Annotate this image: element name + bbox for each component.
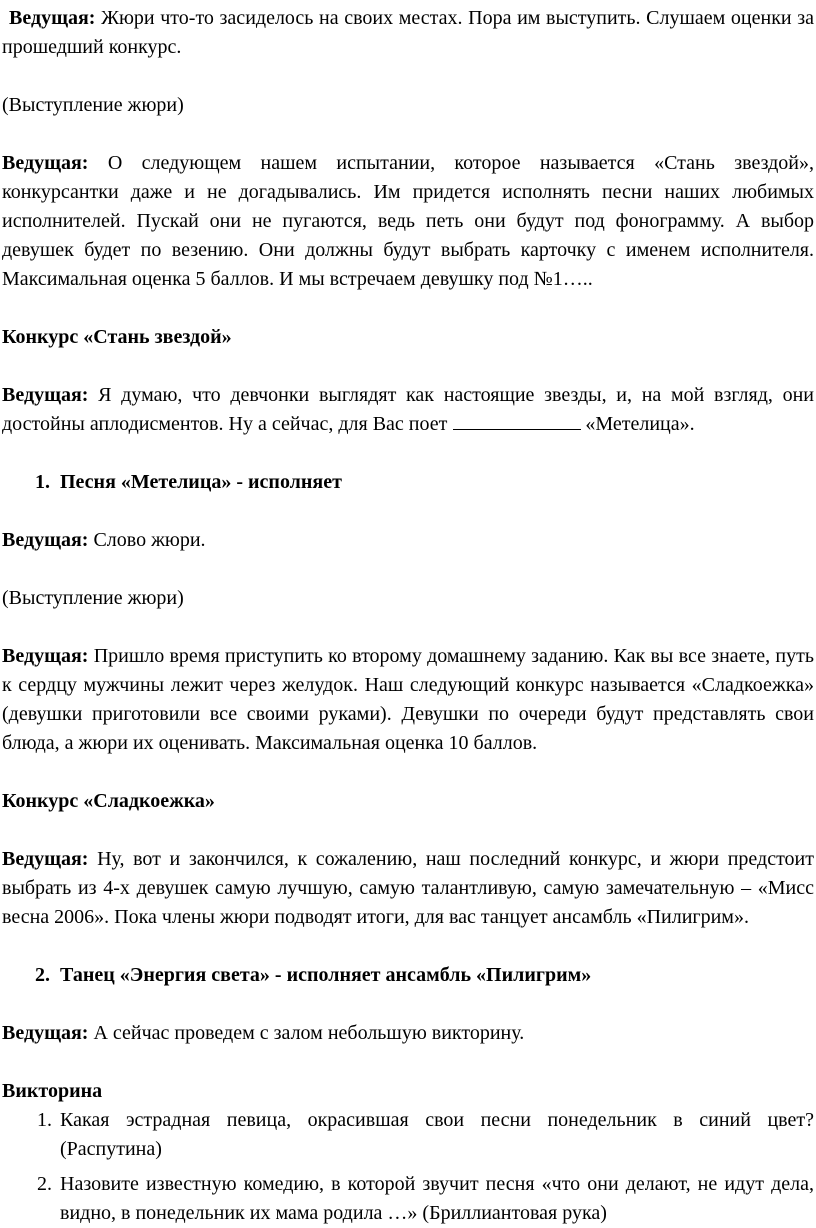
- item-text: Песня «Метелица» - исполняет: [60, 471, 342, 493]
- paragraph-jury-word: [2, 526, 814, 555]
- paragraph-text: Ну, вот и закончился, к сожалению, наш последний конкурс, и жюри предстоит выбрать из 4-х девушек самую лучшую, самую талантливую, самую замечательную – «Мисс весна 2006». Пока члены жюри подводят итоги, для вас танцует ансамбль «Пилигрим».: [2, 848, 815, 928]
- item-text: Танец «Энергия света» - исполняет ансамбль «Пилигрим»: [60, 964, 592, 986]
- blank-line: [453, 411, 581, 430]
- paragraph-star-contest-intro: [2, 149, 814, 294]
- item-number: 1.: [35, 471, 50, 493]
- paragraph-jury-intro: [2, 4, 814, 62]
- paragraph-text: А сейчас проведем с залом небольшую викторину.: [93, 1022, 525, 1044]
- jury-performance-note: (Выступление жюри): [2, 587, 184, 609]
- speaker-label: Ведущая:: [2, 384, 89, 406]
- quiz-item-text: Какая эстрадная певица, окрасившая свои песни понедельник в синий цвет? (Распутина): [60, 1109, 814, 1160]
- numbered-item-song: [2, 468, 814, 497]
- paragraph-text: Я думаю, что девчонки выглядят как настоящие звезды, и, на мой взгляд, они достойны аплодисментов. Ну а сейчас, для Вас поет: [2, 384, 814, 435]
- heading-star-contest: Конкурс «Стань звездой»: [2, 326, 232, 348]
- speaker-label: Ведущая:: [9, 7, 96, 29]
- speaker-label: Ведущая:: [2, 848, 89, 870]
- quiz-list: [2, 1106, 814, 1228]
- paragraph-star-performance: [2, 381, 814, 439]
- heading-sweet-contest: Конкурс «Сладкоежка»: [2, 790, 215, 812]
- speaker-label: Ведущая:: [2, 529, 89, 551]
- speaker-label: Ведущая:: [2, 1022, 89, 1044]
- jury-performance-note: (Выступление жюри): [2, 94, 184, 116]
- numbered-item-dance: [2, 961, 814, 990]
- speaker-label: Ведущая:: [2, 645, 89, 667]
- quiz-item-text: Назовите известную комедию, в которой звучит песня «что они делают, не идут дела, видно, в понедельник их мама родила …» (Бриллиантовая рука): [60, 1173, 814, 1224]
- paragraph-text-end: «Метелица».: [585, 413, 695, 435]
- speaker-label: Ведущая:: [2, 152, 89, 174]
- paragraph-quiz-intro: [2, 1019, 814, 1048]
- paragraph-text: Слово жюри.: [93, 529, 206, 551]
- paragraph-text: Жюри что-то засиделось на своих местах. Пора им выступить. Слушаем оценки за прошедший конкурс.: [2, 7, 815, 58]
- quiz-item: [2, 1106, 814, 1164]
- paragraph-final-contest: [2, 845, 814, 932]
- paragraph-text: Пришло время приступить ко второму домашнему заданию. Как вы все знаете, путь к сердцу мужчины лежит через желудок. Наш следующий конкурс называется «Сладкоежка» (девушки приготовили все своими руками). Девушки по очереди будут представлять свои блюда, а жюри их оценивать. Максимальная оценка 10 баллов.: [2, 645, 814, 754]
- quiz-item: [2, 1170, 814, 1228]
- paragraph-text: О следующем нашем испытании, которое называется «Стань звездой», конкурсантки даже и не догадывались. Им придется исполнять песни наших любимых исполнителей. Пускай они не пугаются, ведь петь они будут под фонограмму. А выбор девушек будет по везению. Они должны будут выбрать карточку с именем исполнителя. Максимальная оценка 5 баллов. И мы встречаем девушку под №1…..: [2, 152, 814, 290]
- item-number: 2.: [35, 964, 50, 986]
- quiz-title: Викторина: [2, 1080, 103, 1102]
- quiz-item-number: 1.: [37, 1109, 52, 1131]
- paragraph-sweet-contest-intro: [2, 642, 814, 758]
- quiz-item-number: 2.: [37, 1173, 52, 1195]
